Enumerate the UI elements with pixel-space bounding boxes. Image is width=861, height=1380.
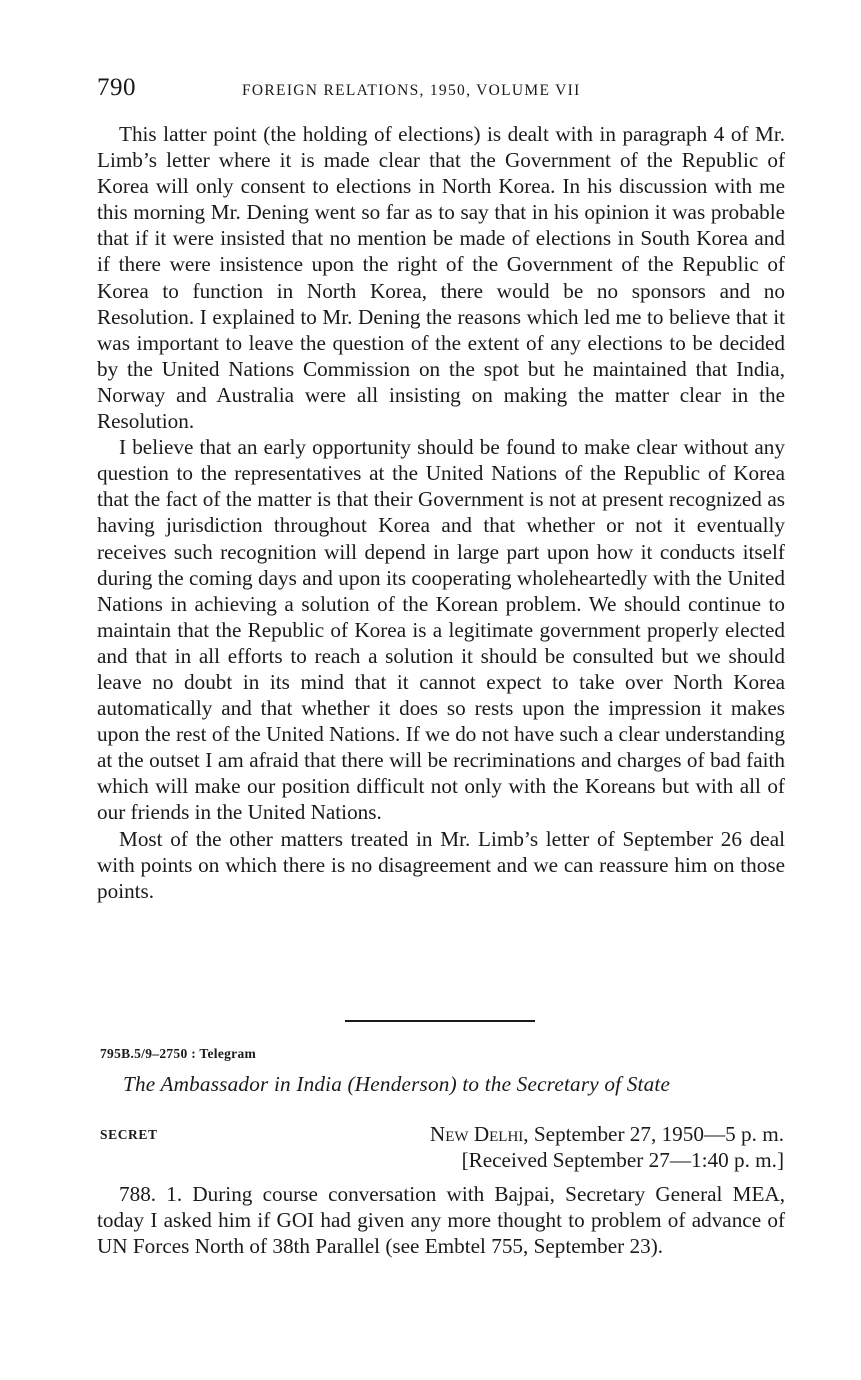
dateline-sent <box>430 1121 784 1147</box>
dateline-city: New Delhi <box>429 1122 524 1146</box>
page-header <box>97 74 787 108</box>
dateline-received: [Received September 27—1:40 p. m.] <box>461 1148 784 1172</box>
running-title: FOREIGN RELATIONS, 1950, VOLUME VII <box>242 82 581 99</box>
document-title: The Ambassador in India (Henderson) to the Secretary of State <box>123 1072 671 1096</box>
file-reference: 795B.5/9–2750 : Telegram <box>100 1046 257 1061</box>
dateline-date: , September 27, 1950—5 p. m. <box>523 1122 784 1146</box>
body-paragraph-2: I believe that an early opportunity should be found to make clear without any question to the representatives at the United Nations of the Republic of Korea that the fact of the matter is that their Government is not at present recognized as having jurisdiction throughout Korea and that whether or not it eventually receives such recognition will depend in large part upon how it conducts itself during the coming days and upon its cooperating wholeheartedly with the United Nations in achieving a solution of the Korean problem. We should continue to maintain that the Republic of Korea is a legitimate government properly elected and that in all efforts to reach a solution it should be consulted but we should leave no doubt in its mind that it cannot expect to take over North Korea automatically and that whether it does so rests upon the impression it makes upon the rest of the United Nations. If we do not have such a clear understanding at the outset I am afraid that there will be recriminations and charges of bad faith which will make our position difficult not only with the Koreans but with all of our friends in the United Nations. <box>97 435 785 825</box>
section-divider <box>345 1020 535 1022</box>
classification-label: SECRET <box>100 1127 158 1142</box>
memo-body <box>97 121 785 904</box>
dateline <box>430 1121 784 1173</box>
body-paragraph-1: This latter point (the holding of elections) is dealt with in paragraph 4 of Mr. Limb’s letter where it is made clear that the Government of the Republic of Korea will only consent to elections in North Korea. In his discussion with me this morning Mr. Dening went so far as to say that in his opinion it was probable that if it were insisted that no mention be made of elections in South Korea and if there were insistence upon the right of the Government of the Republic of Korea to function in North Korea, there would be no sponsors and no Resolution. I explained to Mr. Dening the reasons which led me to believe that it was important to leave the question of the extent of any elections to be decided by the United Nations Commission on the spot but he maintained that India, Norway and Australia were all insisting on making the matter clear in the Resolution. <box>97 122 785 434</box>
telegram-paragraph-1: 788. 1. During course conversation with Bajpai, Secretary General MEA, today I asked him if GOI had given any more thought to problem of advance of UN Forces North of 38th Parallel (see Embtel 755, September 23). <box>97 1182 785 1259</box>
body-paragraph-3: Most of the other matters treated in Mr. Limb’s letter of September 26 deal with points on which there is no disagreement and we can reassure him on those points. <box>97 826 785 903</box>
telegram-body <box>97 1181 785 1259</box>
page-number: 790 <box>97 74 136 101</box>
